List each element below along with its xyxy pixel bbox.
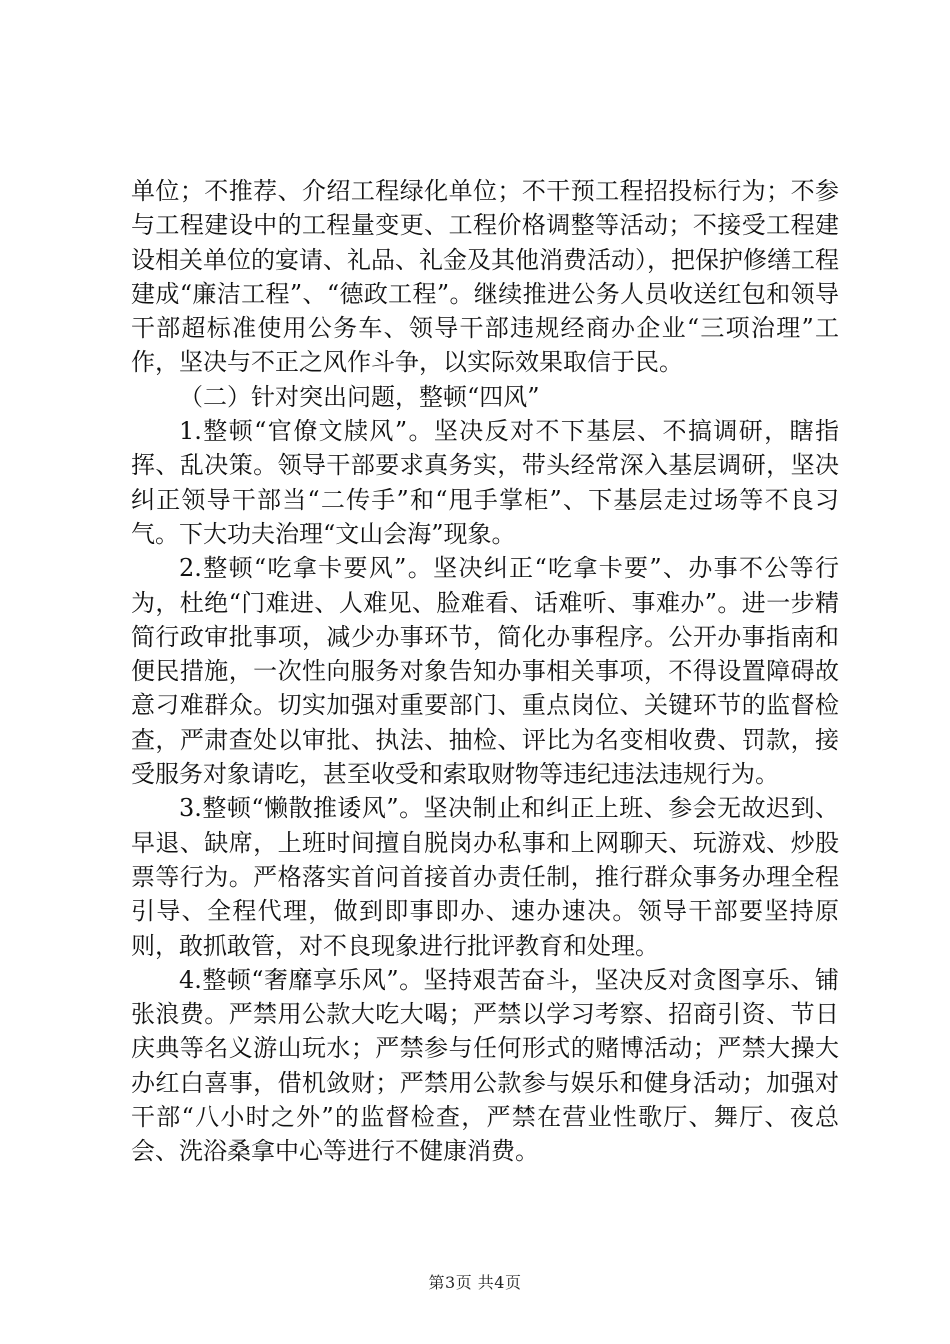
paragraph-item-3: 3.整顿“懒散推诿风”。坚决制止和纠正上班、参会无故迟到、早退、缺席，上班时间擅自脱岗办私事和上网聊天、玩游戏、炒股票等行为。严格落实首问首接首办责任制，推行群众事务办理全程引导、全程代理，做到即事即办、速办速决。领导干部要坚持原则，敢抓敢管，对不良现象进行批评教育和处理。 — [131, 794, 839, 960]
paragraph-item-4: 4.整顿“奢靡享乐风”。坚持艰苦奋斗，坚决反对贪图享乐、铺张浪费。严禁用公款大吃大喝；严禁以学习考察、招商引资、节日庆典等名义游山玩水；严禁参与任何形式的赌博活动；严禁大操大办红白喜事，借机敛财；严禁用公款参与娱乐和健身活动；加强对干部“八小时之外”的监督检查，严禁在营业性歌厅、舞厅、夜总会、洗浴桑拿中心等进行不健康消费。 — [131, 965, 839, 1166]
paragraph-item-1: 1.整顿“官僚文牍风”。坚决反对不下基层、不搞调研，瞎指挥、乱决策。领导干部要求真务实，带头经常深入基层调研，坚决纠正领导干部当“二传手”和“甩手掌柜”、下基层走过场等不良习气。下大功夫治理“文山会海”现象。 — [131, 417, 839, 548]
paragraph-item-2: 2.整顿“吃拿卡要风”。坚决纠正“吃拿卡要”、办事不公等行为，杜绝“门难进、人难见、脸难看、话难听、事难办”。进一步精简行政审批事项，减少办事环节，简化办事程序。公开办事指南和便民措施，一次性向服务对象告知办事相关事项，不得设置障碍故意刁难群众。切实加强对重要部门、重点岗位、关键环节的监督检查，严肃查处以审批、执法、抽检、评比为名变相收费、罚款，接受服务对象请吃，甚至收受和索取财物等违纪违法违规行为。 — [131, 554, 839, 789]
section-heading: （二）针对突出问题，整顿“四风” — [179, 382, 540, 411]
paragraph-continuation: 单位；不推荐、介绍工程绿化单位；不干预工程招投标行为；不参与工程建设中的工程量变更、工程价格调整等活动；不接受工程建设相关单位的宴请、礼品、礼金及其他消费活动），把保护修缮工程建成“廉洁工程”、“德政工程”。继续推进公务人员收送红包和领导干部超标准使用公务车、领导干部违规经商办企业“三项治理”工作，坚决与不正之风作斗争，以实际效果取信于民。 — [131, 177, 839, 377]
document-body — [131, 174, 839, 1169]
page-footer: 第3页 共4页 — [428, 1273, 522, 1292]
